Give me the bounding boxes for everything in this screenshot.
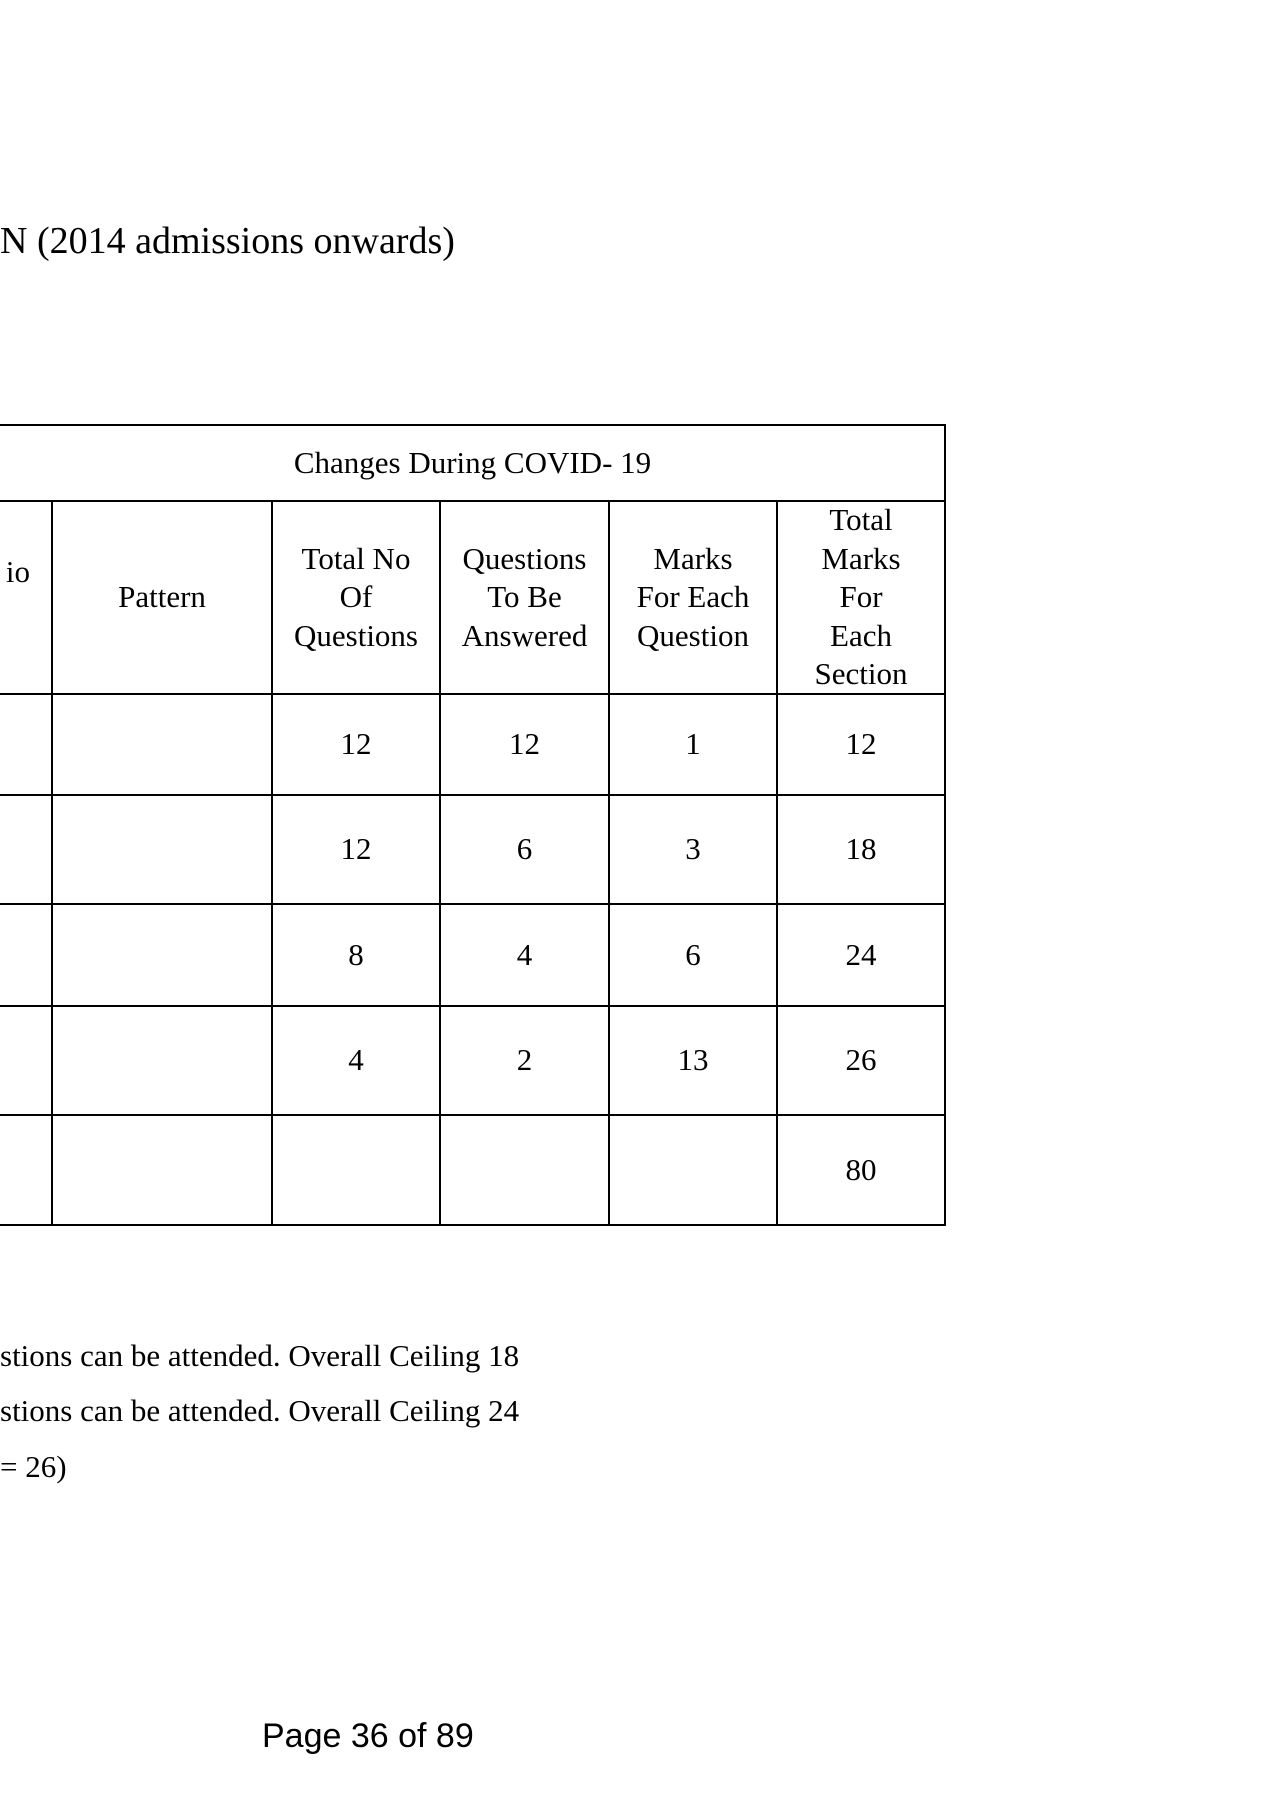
column-header (609, 501, 777, 694)
table-cell (52, 694, 272, 795)
table-cell: 4 (348, 1042, 364, 1078)
table-cell (0, 795, 52, 904)
table-cell: 80 (845, 1151, 877, 1187)
column-header-line: Questions (462, 540, 587, 576)
table-cell (52, 795, 272, 904)
table-cell (440, 1115, 609, 1225)
note-line: = 26) (0, 1449, 67, 1484)
table-cell: 4 (516, 936, 533, 972)
table-cell: 6 (685, 936, 701, 972)
column-header-line: Answered (461, 617, 588, 653)
table-cell: 24 (845, 936, 877, 972)
column-header-line: For (839, 579, 883, 615)
column-header-line: For Each (636, 579, 750, 615)
column-header-line: Total (829, 502, 893, 538)
column-header-line: io (5, 554, 30, 589)
column-header-line: Marks (821, 540, 901, 576)
table-cell: 12 (340, 726, 372, 762)
column-header (0, 501, 52, 694)
page-number: Page 36 of 89 (262, 1717, 474, 1755)
column-header-line: To Be (487, 579, 562, 615)
table-cell (0, 694, 52, 795)
table-cell (0, 1006, 52, 1115)
table-cell: 2 (516, 1042, 533, 1078)
column-header-line: Of (339, 579, 373, 615)
section-heading: N (2014 admissions onwards) (0, 220, 455, 262)
table-cell: 3 (685, 831, 701, 867)
column-header-line: Each (830, 617, 892, 653)
table-cell: 18 (845, 831, 877, 867)
table-cell (0, 904, 52, 1006)
table-cell (52, 1006, 272, 1115)
column-header-line: Question (637, 617, 749, 653)
column-header-line: Section (814, 656, 908, 692)
table-cell (52, 904, 272, 1006)
table-cell: 6 (516, 831, 533, 867)
table-cell (609, 1115, 777, 1225)
table-cell: 8 (348, 936, 364, 972)
column-header (777, 501, 945, 694)
table-cell: 26 (845, 1042, 877, 1078)
table-cell: 12 (340, 831, 372, 867)
table-cell: 12 (845, 726, 877, 762)
note-line: stions can be attended. Overall Ceiling 24 (0, 1393, 520, 1428)
note-line: stions can be attended. Overall Ceiling 18 (0, 1338, 520, 1373)
column-header-line: Pattern (118, 579, 206, 615)
column-header-line: Questions (294, 617, 418, 653)
column-header (52, 501, 272, 694)
table-cell: 13 (677, 1042, 709, 1078)
table-cell: 1 (685, 726, 701, 762)
column-header-line: Total No (301, 540, 411, 576)
table-cell (272, 1115, 440, 1225)
table-cell (52, 1115, 272, 1225)
column-header (440, 501, 609, 694)
table-group-header: Changes During COVID- 19 (293, 444, 652, 480)
column-header-line: Marks (653, 540, 733, 576)
table-cell: 12 (509, 726, 540, 762)
column-header (272, 501, 440, 694)
table-cell (0, 1115, 52, 1225)
